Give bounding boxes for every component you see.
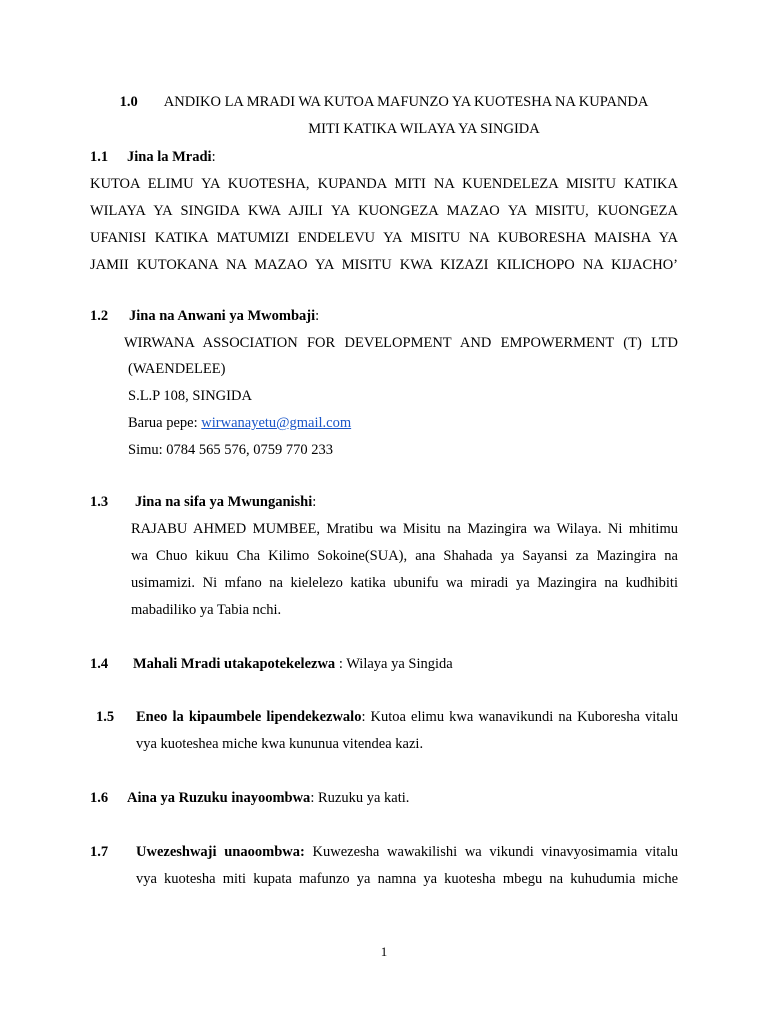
section-1-7-heading bbox=[90, 844, 678, 861]
coordinator-line-2: wa Chuo kikuu Cha Kilimo Sokoine(SUA), ana Shahada ya Sayansi za Mazingira na bbox=[131, 548, 678, 564]
section-value: Kuwezesha wawakilishi wa vikundi vinavyosimamia vitalu bbox=[304, 844, 678, 860]
project-name-line-1: KUTOA ELIMU YA KUOTESHA, KUPANDA MITI NA KUENDELEZA MISITU KATIKA bbox=[90, 176, 678, 192]
project-name-line-4: JAMII KUTOKANA NA MAZAO YA MISITU KWA KIZAZI KILICHOPO NA KIJACHO’ bbox=[90, 257, 678, 273]
section-number: 1.4 bbox=[90, 656, 109, 672]
section-number: 1.7 bbox=[90, 844, 109, 860]
section-colon: : bbox=[315, 308, 320, 324]
email-link[interactable]: wirwanayetu@gmail.com bbox=[201, 415, 352, 431]
document-title-line-2: MITI KATIKA WILAYA YA SINGIDA bbox=[308, 121, 540, 137]
heading-text-1: ANDIKO LA MRADI WA KUTOA MAFUNZO YA KUOTESHA NA KUPANDA bbox=[163, 94, 649, 110]
section-label: Uwezeshwaji unaoombwa: bbox=[136, 844, 305, 860]
page-number: 1 bbox=[380, 944, 388, 959]
applicant-org-short: (WAENDELEE) bbox=[128, 361, 226, 377]
section-1-2-heading bbox=[90, 308, 319, 325]
section-number: 1.6 bbox=[90, 790, 109, 806]
section-1-5-line-2: vya kuotesheа miche kwa kununua vitendea kazi. bbox=[136, 736, 424, 752]
section-colon: : bbox=[312, 494, 317, 510]
heading-number: 1.0 bbox=[119, 94, 138, 110]
applicant-email-line bbox=[128, 415, 351, 432]
section-number: 1.5 bbox=[96, 709, 115, 725]
section-number: 1.2 bbox=[90, 308, 109, 324]
section-1-3-heading bbox=[90, 494, 316, 511]
coordinator-line-3: usimamizi. Ni mfano na kielelezo katika ubunifu wa miradi ya Mazingira na kudhibiti bbox=[131, 575, 678, 591]
section-value: : Wilaya ya Singida bbox=[335, 656, 453, 672]
section-label: Jina na Anwani ya Mwombaji bbox=[129, 308, 316, 324]
section-1-1-heading bbox=[90, 149, 216, 166]
section-label: Eneo la kipaumbele lipendekezwalo bbox=[136, 709, 362, 725]
section-label: Mahali Mradi utakapotekelezwa bbox=[133, 656, 336, 672]
section-label: Jina na sifa ya Mwunganishi bbox=[135, 494, 313, 510]
coordinator-line-4: mabadiliko ya Tabia nchi. bbox=[131, 602, 282, 618]
email-label: Barua pepe: bbox=[128, 415, 202, 431]
section-1-5-heading bbox=[96, 709, 678, 726]
section-label: Jina la Mradi bbox=[127, 149, 212, 165]
section-number: 1.1 bbox=[90, 149, 109, 165]
document-title-line-1 bbox=[0, 94, 768, 111]
section-1-4-heading bbox=[90, 656, 453, 673]
project-name-line-3: UFANISI KATIKA MATUMIZI ENDELEVU YA MISITU NA KUBORESHA MAISHA YA bbox=[90, 230, 678, 246]
section-1-6-heading bbox=[90, 790, 409, 807]
applicant-phone: Simu: 0784 565 576, 0759 770 233 bbox=[128, 442, 334, 458]
section-colon: : bbox=[211, 149, 216, 165]
project-name-line-2: WILAYA YA SINGIDA KWA AJILI YA KUONGEZA MAZAO YA MISITU, KUONGEZA bbox=[90, 203, 678, 219]
coordinator-line-1: RAJABU AHMED MUMBEE, Mratibu wa Misitu na Mazingira wa Wilaya. Ni mhitimu bbox=[131, 521, 678, 537]
section-number: 1.3 bbox=[90, 494, 109, 510]
section-value: : Kutoa elimu kwa wanavikundi na Kuboresha vitalu bbox=[361, 709, 678, 725]
section-1-7-line-2: vya kuotesha miti kupata mafunzo ya namna ya kuotesha mbegu na kuhudumia miche bbox=[136, 871, 678, 887]
section-value: : Ruzuku ya kati. bbox=[310, 790, 410, 806]
applicant-org-name: WIRWANA ASSOCIATION FOR DEVELOPMENT AND EMPOWERMENT (T) LTD bbox=[124, 335, 678, 351]
section-label: Aina ya Ruzuku inayoombwa bbox=[127, 790, 311, 806]
applicant-address: S.L.P 108, SINGIDA bbox=[128, 388, 252, 404]
